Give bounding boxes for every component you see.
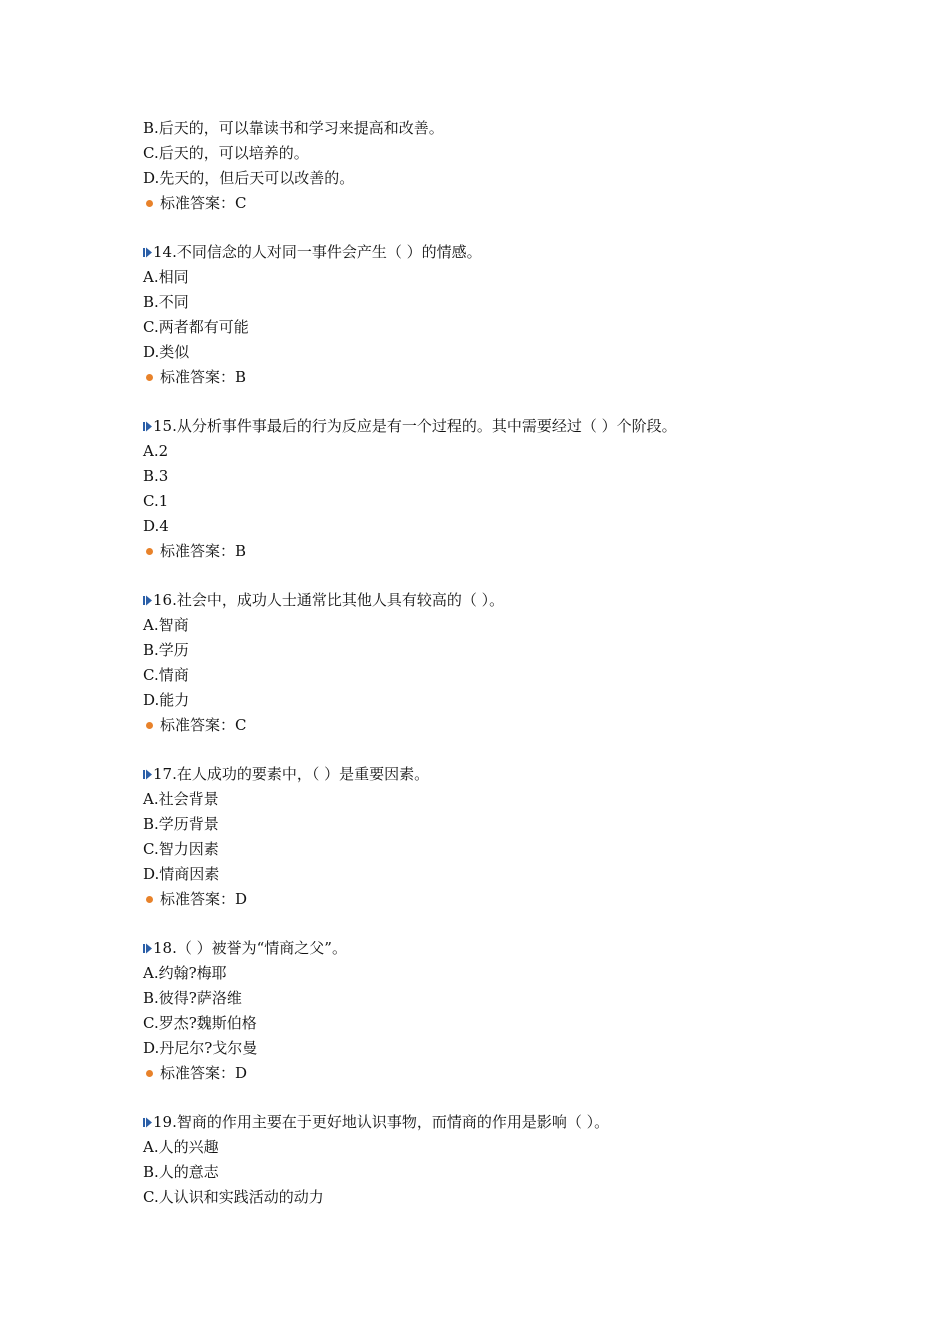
answer-text: 标准答案：C (160, 716, 247, 734)
question-block (143, 762, 903, 912)
option-b: B.人的意志 (143, 1163, 219, 1181)
question-list (143, 116, 903, 1210)
double-arrow-right-icon (143, 769, 152, 780)
question-text: 14.不同信念的人对同一事件会产生（ ）的情感。 (153, 243, 482, 261)
option-d: D.丹尼尔?戈尔曼 (143, 1039, 258, 1057)
option-a: A.智商 (143, 616, 189, 634)
question-block (143, 588, 903, 738)
option-a: A.人的兴趣 (143, 1138, 219, 1156)
option-c: C.后天的，可以培养的。 (143, 144, 309, 162)
question-text: 19.智商的作用主要在于更好地认识事物，而情商的作用是影响（ ）。 (153, 1113, 610, 1131)
question-line (143, 762, 903, 787)
answer-text: 标准答案：B (160, 542, 247, 560)
option-a: A.2 (143, 442, 169, 460)
question-text: 17.在人成功的要素中，（ ）是重要因素。 (153, 765, 430, 783)
option-d: D.4 (143, 517, 169, 535)
answer-line (143, 713, 903, 738)
double-arrow-right-icon (143, 1117, 152, 1128)
option-d: D.类似 (143, 343, 190, 361)
question-line (143, 1110, 903, 1135)
option-d: D.先天的，但后天可以改善的。 (143, 169, 355, 187)
question-block-partial (143, 116, 903, 216)
double-arrow-right-icon (143, 595, 152, 606)
question-line (143, 414, 903, 439)
question-text: 18.（ ）被誉为“情商之父”。 (153, 939, 347, 957)
question-text: 16.社会中，成功人士通常比其他人具有较高的（ ）。 (153, 591, 505, 609)
option-c: C.人认识和实践活动的动力 (143, 1188, 324, 1206)
option-c: C.罗杰?魏斯伯格 (143, 1014, 257, 1032)
double-arrow-right-icon (143, 421, 152, 432)
option-b: B.后天的，可以靠读书和学习来提高和改善。 (143, 119, 444, 137)
option-b: B.学历背景 (143, 815, 219, 833)
option-c: C.两者都有可能 (143, 318, 249, 336)
option-c: C.情商 (143, 666, 189, 684)
orange-dot-icon (146, 200, 153, 207)
question-block (143, 1110, 903, 1210)
orange-dot-icon (146, 374, 153, 381)
double-arrow-right-icon (143, 247, 152, 258)
question-block (143, 240, 903, 390)
question-block (143, 414, 903, 564)
question-line (143, 240, 903, 265)
question-line (143, 936, 903, 961)
question-line (143, 588, 903, 613)
option-a: A.相同 (143, 268, 189, 286)
answer-line (143, 887, 903, 912)
orange-dot-icon (146, 1070, 153, 1077)
answer-line (143, 1061, 903, 1086)
answer-line (143, 539, 903, 564)
question-block (143, 936, 903, 1086)
option-b: B.彼得?萨洛维 (143, 989, 242, 1007)
option-b: B.3 (143, 467, 169, 485)
answer-line (143, 191, 903, 216)
orange-dot-icon (146, 548, 153, 555)
question-text: 15.从分析事件事最后的行为反应是有一个过程的。其中需要经过（ ）个阶段。 (153, 417, 677, 435)
option-c: C.1 (143, 492, 169, 510)
answer-text: 标准答案：C (160, 194, 247, 212)
option-b: B.学历 (143, 641, 189, 659)
answer-text: 标准答案：D (160, 890, 248, 908)
option-d: D.能力 (143, 691, 190, 709)
option-a: A.社会背景 (143, 790, 219, 808)
option-b: B.不同 (143, 293, 189, 311)
option-d: D.情商因素 (143, 865, 220, 883)
answer-text: 标准答案：D (160, 1064, 248, 1082)
answer-text: 标准答案：B (160, 368, 247, 386)
double-arrow-right-icon (143, 943, 152, 954)
answer-line (143, 365, 903, 390)
option-c: C.智力因素 (143, 840, 219, 858)
option-a: A.约翰?梅耶 (143, 964, 227, 982)
orange-dot-icon (146, 722, 153, 729)
orange-dot-icon (146, 896, 153, 903)
